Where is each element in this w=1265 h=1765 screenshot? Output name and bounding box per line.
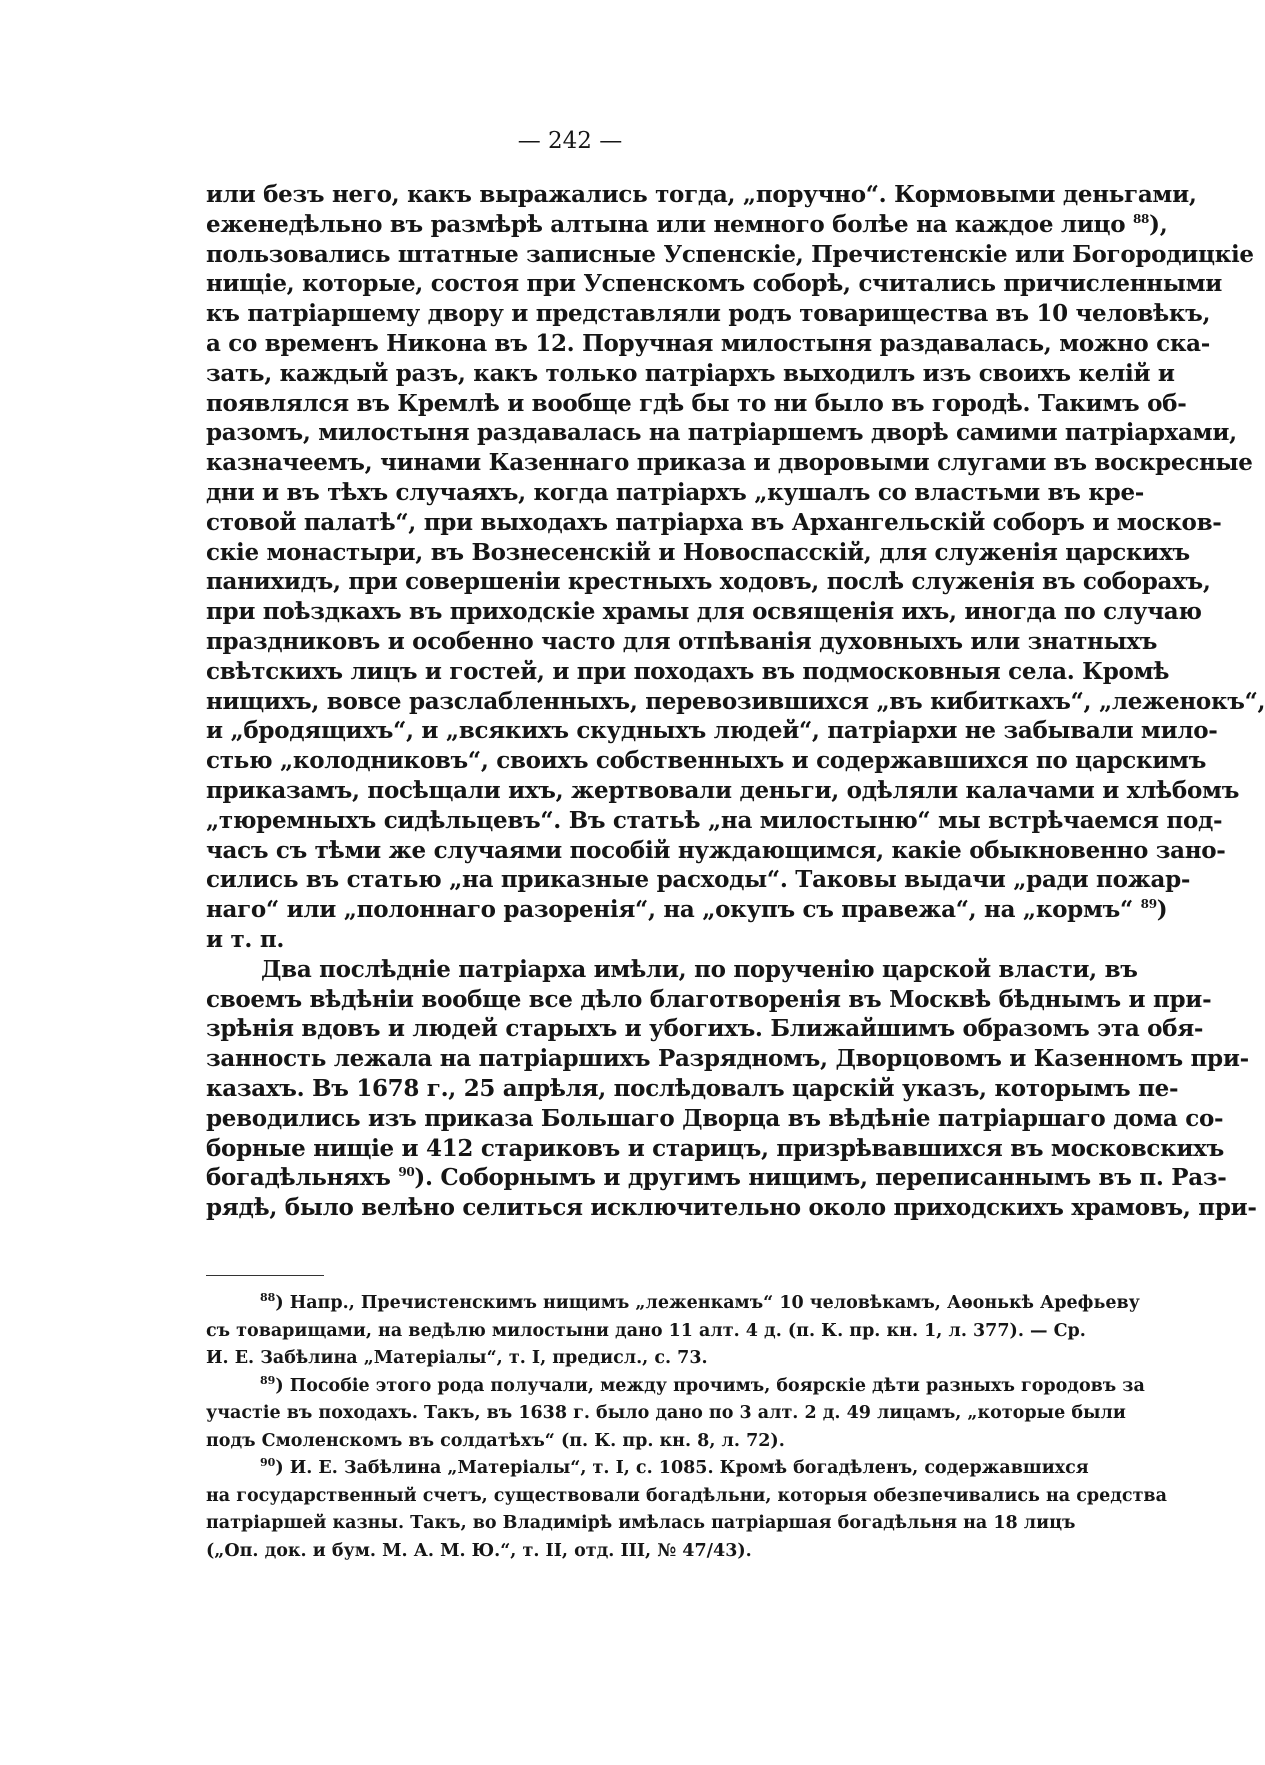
text-line: сились въ статью „на приказные расходы“. Таковы выдачи „ради пожар- [206,866,1191,894]
footnote-marker: 89 [260,1373,276,1387]
text-line: свѣтскихъ лицъ и гостей, и при походахъ въ подмосковныя села. Кромѣ [206,657,1170,685]
footnotes [206,1290,1167,1565]
text-line: зать, каждый разъ, какъ только патріархъ выходилъ изъ своихъ келій и [206,359,1175,387]
page-number: — 242 — [517,128,623,154]
footnote-marker: 90 [260,1456,276,1469]
footnote-line: съ товарищами, на ведѣлю милостыни дано 11 алт. 4 д. (п. К. пр. кн. 1, л. 377). — Ср. [206,1320,1086,1341]
text-line: своемъ вѣдѣніи вообще все дѣло благотворенія въ Москвѣ бѣднымъ и при- [206,985,1212,1013]
footnote-ref: 88 [1133,211,1150,226]
text-line: пользовались штатные записные Успенскіе, Пречистенскіе или Богородицкіе [206,240,1254,268]
text-line: занность лежала на патріаршихъ Разрядномъ, Дворцовомъ и Казенномъ при- [206,1045,1249,1073]
text-line: Два послѣдніе патріарха имѣли, по порученію царской власти, въ [261,955,1138,983]
footnote-line: $^{88}$) Напр., Пречистенскимъ нищимъ „леженкамъ“ 10 человѣкамъ, Аѳонькѣ Арефьеву [260,1291,1140,1313]
footnote-line: („Оп. док. и бум. М. А. М. Ю.“, т. II, отд. III, № 47/43). [206,1540,752,1561]
text-line: борные нищіе и 412 стариковъ и старицъ, призрѣвавшихся въ московскихъ [206,1134,1224,1162]
text-line: зрѣнія вдовъ и людей старыхъ и убогихъ. Ближайшимъ образомъ эта обя- [206,1015,1204,1043]
footnote-line: $^{89}$) Пособіе этого рода получали, между прочимъ, боярскіе дѣти разныхъ городовъ за [260,1373,1145,1396]
text-line: наго“ или „полоннаго разоренія“, на „окупъ съ правежа“, на „кормъ“ $^{89}$) [206,896,1168,924]
text-line: появлялся въ Кремлѣ и вообще гдѣ бы то ни было въ городѣ. Такимъ об- [206,389,1187,417]
text-line: стью „колодниковъ“, своихъ собственныхъ и содержавшихся по царскимъ [206,747,1207,775]
footnote-line: на государственный счетъ, существовали богадѣльни, которыя обезпечивались на средства [206,1485,1167,1506]
main-text [206,180,1265,1223]
text-line: реводились изъ приказа Большаго Дворца въ вѣдѣніе патріаршаго дома со- [206,1104,1224,1132]
footnote-divider [206,1275,324,1276]
text-line: нищіе, которые, состоя при Успенскомъ соборѣ, считались причисленными [206,270,1223,298]
text-line: или безъ него, какъ выражались тогда, „поручно“. Кормовыми деньгами, [206,181,1197,208]
text-line: при поѣздкахъ въ приходскіе храмы для освященія ихъ, иногда по случаю [206,598,1202,626]
text-line: нищихъ, вовсе разслабленныхъ, перевозившихся „въ кибиткахъ“, „леженокъ“, [206,687,1265,715]
text-line: казахъ. Въ 1678 г., 25 апрѣля, послѣдовалъ царскій указъ, которымъ пе- [206,1074,1179,1102]
text-line: казначеемъ, чинами Казеннаго приказа и дворовыми слугами въ воскресные [206,449,1253,477]
text-line: къ патріаршему двору и представляли родъ товарищества въ 10 человѣкъ, [206,300,1211,328]
footnote-line: участіе въ походахъ. Такъ, въ 1638 г. было дано по 3 алт. 2 д. 49 лицамъ, „которые были [206,1403,1126,1423]
footnote-line: подъ Смоленскомъ въ солдатѣхъ“ (п. К. пр. кн. 8, л. 72). [206,1430,785,1451]
text-line: и т. п. [206,925,285,953]
text-line: праздниковъ и особенно часто для отпѣванія духовныхъ или знатныхъ [206,627,1158,655]
footnote-line: $^{90}$) И. Е. Забѣлина „Матеріалы“, т. I, с. 1085. Кромѣ богадѣленъ, содержавшихся [260,1456,1089,1478]
text-line: разомъ, милостыня раздавалась на патріаршемъ дворѣ самими патріархами, [206,419,1237,447]
text-line: рядѣ, было велѣно селиться исключительно около приходскихъ храмовъ, при- [206,1194,1257,1222]
footnote-ref: 90 [398,1165,415,1180]
text-line: панихидъ, при совершеніи крестныхъ ходовъ, послѣ служенія въ соборахъ, [206,568,1211,596]
text-line: богадѣльняхъ $^{90}$). Соборнымъ и другимъ нищимъ, переписаннымъ въ п. Раз- [206,1164,1227,1192]
text-line: еженедѣльно въ размѣрѣ алтына или немного болѣе на каждое лицо $^{88}$), [206,210,1168,238]
footnote-line: патріаршей казны. Такъ, во Владимірѣ имѣлась патріаршая богадѣльня на 18 лицъ [206,1513,1076,1533]
footnote-line: И. Е. Забѣлина „Матеріалы“, т. I, предисл., с. 73. [206,1348,708,1368]
text-line: часъ съ тѣми же случаями пособій нуждающимся, какіе обыкновенно зано- [206,836,1226,864]
text-line: стовой палатѣ“, при выходахъ патріарха въ Архангельскій соборъ и москов- [206,508,1222,536]
footnote-ref: 89 [1140,897,1157,912]
text-line: а со временъ Никона въ 12. Поручная милостыня раздавалась, можно ска- [206,329,1210,357]
text-line: скіе монастыри, въ Вознесенскій и Новоспасскій, для служенія царскихъ [206,538,1190,566]
text-line: и „бродящихъ“, и „всякихъ скудныхъ людей“, патріархи не забывали мило- [206,717,1218,745]
footnote-marker: 88 [260,1291,276,1304]
text-line: дни и въ тѣхъ случаяхъ, когда патріархъ „кушалъ со властьми въ кре- [206,478,1145,506]
text-line: „тюремныхъ сидѣльцевъ“. Въ статьѣ „на милостыню“ мы встрѣчаемся под- [206,806,1223,834]
text-line: приказамъ, посѣщали ихъ, жертвовали деньги, одѣляли калачами и хлѣбомъ [206,776,1240,804]
